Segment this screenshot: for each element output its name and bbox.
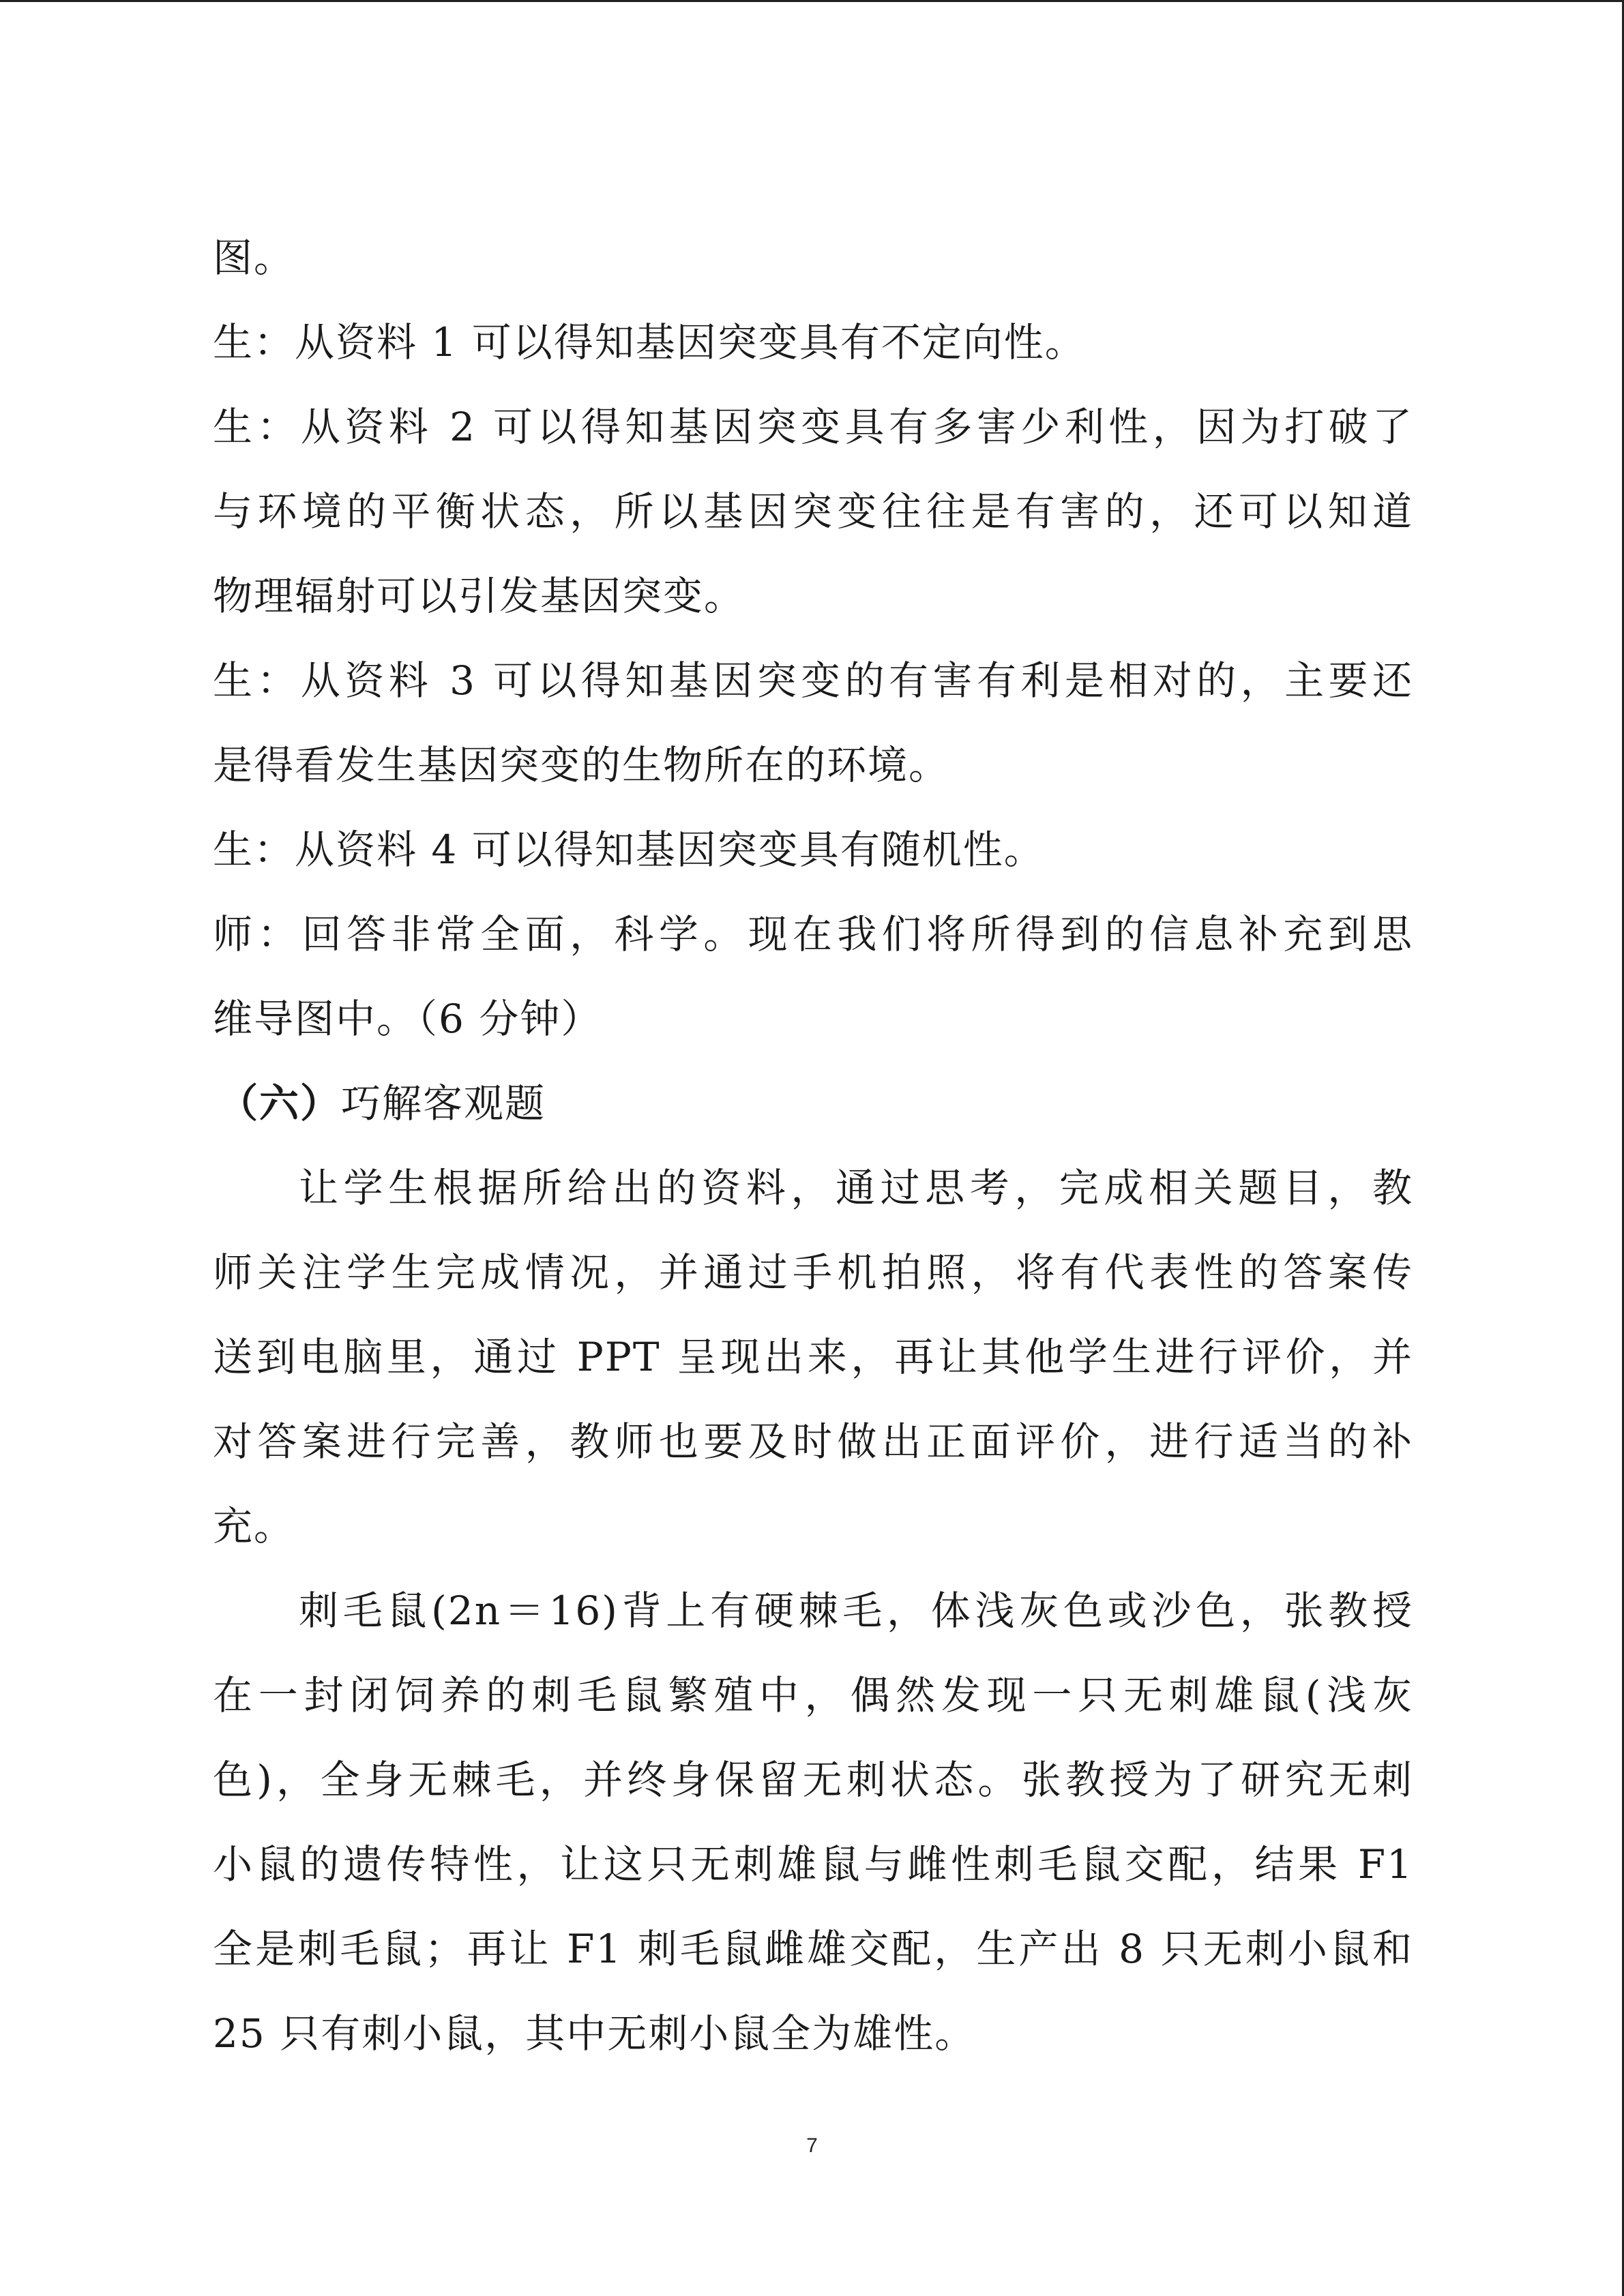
document-body: [213, 215, 1413, 2076]
paragraph-question: [213, 1568, 1413, 2076]
text-line: 生：从资料 3 可以得知基因突变的有害有利是相对的，主要还: [213, 657, 1413, 704]
section-heading: [218, 1061, 1413, 1146]
paragraph-line: 对答案进行完善，教师也要及时做出正面评价，进行适当的补: [213, 1418, 1413, 1465]
paragraph-line: 送到电脑里，通过 PPT 呈现出来，再让其他学生进行评价，并: [213, 1334, 1413, 1380]
paragraph-line: 25 只有刺小鼠，其中无刺小鼠全为雄性。: [213, 2010, 976, 2057]
heading-title: 巧解客观题: [341, 1080, 546, 1127]
paragraph-line: 师关注学生完成情况，并通过手机拍照，将有代表性的答案传: [213, 1249, 1413, 1296]
text-line: 与环境的平衡状态，所以基因突变往往是有害的，还可以知道: [213, 488, 1413, 535]
text-line: 生：从资料 4 可以得知基因突变具有随机性。: [213, 826, 1045, 873]
page-number: 7: [806, 2134, 818, 2157]
paragraph-line: 小鼠的遗传特性，让这只无刺雄鼠与雌性刺毛鼠交配，结果 F1: [213, 1841, 1413, 1888]
text-line: 生：从资料 1 可以得知基因突变具有不定向性。: [213, 319, 1086, 366]
paragraph-line: 在一封闭饲养的刺毛鼠繁殖中，偶然发现一只无刺雄鼠(浅灰: [213, 1672, 1413, 1718]
paragraph-line: 刺毛鼠(2n＝16)背上有硬棘毛，体浅灰色或沙色，张教授: [299, 1587, 1413, 1634]
paragraph-line: 全是刺毛鼠；再让 F1 刺毛鼠雌雄交配，生产出 8 只无刺小鼠和: [213, 1926, 1413, 1972]
heading-number: 六: [259, 1080, 301, 1127]
text-line: 生：从资料 2 可以得知基因突变具有多害少利性，因为打破了: [213, 404, 1413, 450]
text-line: 维导图中。（6 分钟）: [213, 996, 602, 1042]
text-line: 物理辐射可以引发基因突变。: [213, 573, 745, 619]
page-border-top: [0, 0, 1624, 2]
paragraph-line: 充。: [213, 1503, 295, 1549]
heading-open-paren: （: [218, 1080, 260, 1127]
paragraph-line: 色)，全身无棘毛，并终身保留无刺状态。张教授为了研究无刺: [213, 1757, 1413, 1803]
text-line: 师：回答非常全面，科学。现在我们将所得到的信息补充到思: [213, 911, 1413, 957]
paragraph-line: 让学生根据所给出的资料，通过思考，完成相关题目，教: [299, 1165, 1413, 1211]
text-line: 图。: [213, 235, 295, 281]
paragraph-teaching: [213, 1146, 1413, 1568]
heading-close-paren: ）: [300, 1080, 342, 1127]
text-line: 是得看发生基因突变的生物所在的环境。: [213, 742, 950, 788]
